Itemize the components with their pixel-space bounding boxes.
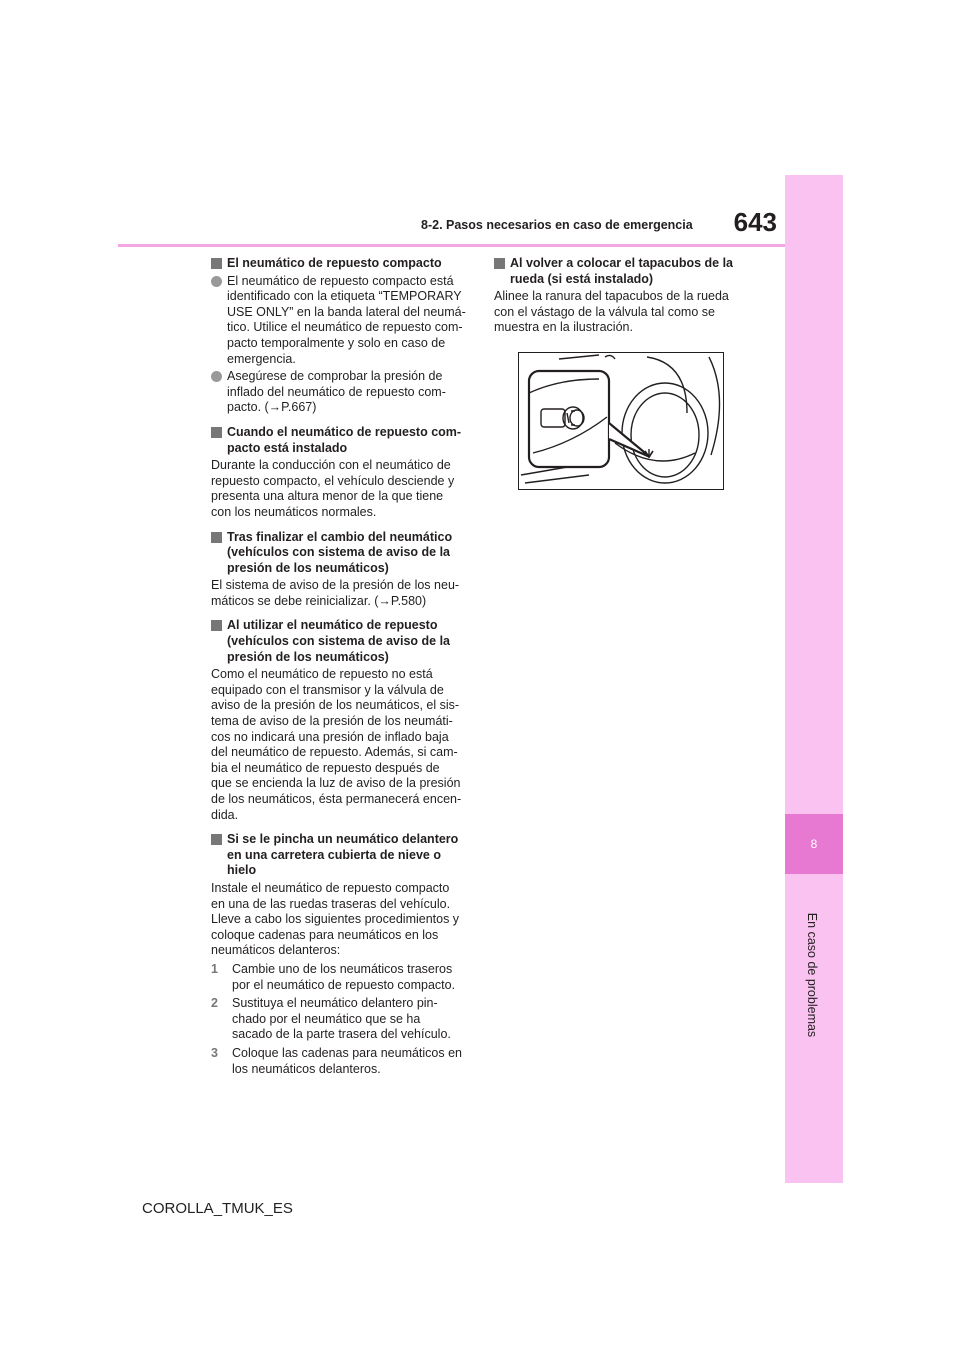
- bullet-item: Asegúrese de comprobar la presión de inflado del neumático de repuesto com- pacto. (→P.667): [211, 369, 469, 416]
- right-column: [494, 256, 736, 336]
- chapter-label: En caso de problemas: [805, 912, 819, 1038]
- square-bullet-icon: [211, 427, 222, 438]
- step-item: 1 Cambie uno de los neumáticos traseros por el neumático de repuesto compacto.: [211, 961, 456, 992]
- section-heading: Cuando el neumático de repuesto com- pacto está instalado: [211, 425, 469, 456]
- paragraph: Instale el neumático de repuesto compacto en una de las ruedas traseras del vehículo. Lleve a cabo los siguientes procedimientos y coloque cadenas para neumáticos en los neumáticos delanteros:: [211, 880, 460, 958]
- square-bullet-icon: [211, 834, 222, 845]
- square-bullet-icon: [211, 532, 222, 543]
- step-number: 2: [211, 996, 218, 1011]
- section-heading: Al volver a colocar el tapacubos de la rueda (si está instalado): [494, 256, 736, 287]
- left-column: [211, 256, 469, 1077]
- paragraph: El sistema de aviso de la presión de los neu- máticos se debe reinicializar. (→P.580): [211, 578, 460, 608]
- header-rule: [118, 244, 785, 247]
- document-code: COROLLA_TMUK_ES: [142, 1200, 293, 1217]
- step-number: 1: [211, 961, 218, 976]
- section-heading: Tras finalizar el cambio del neumático (vehículos con sistema de aviso de la presión de los neumáticos): [211, 530, 469, 577]
- section-title: 8-2. Pasos necesarios en caso de emergencia: [421, 218, 693, 232]
- section-heading: Al utilizar el neumático de repuesto (vehículos con sistema de aviso de la presión de los neumáticos): [211, 618, 469, 665]
- bullet-item: El neumático de repuesto compacto está identificado con la etiqueta “TEMPORARY USE ONLY” en la banda lateral del neumá- tico. Utilice el neumático de repuesto com- pacto temporalmente y solo en caso de emergencia.: [211, 274, 469, 368]
- valve-stem-diagram: [519, 353, 723, 489]
- square-bullet-icon: [211, 620, 222, 631]
- paragraph: Alinee la ranura del tapacubos de la rueda con el vástago de la válvula tal como se muestra en la ilustración.: [494, 289, 729, 335]
- wheel-cap-illustration: [518, 352, 724, 490]
- square-bullet-icon: [494, 258, 505, 269]
- square-bullet-icon: [211, 258, 222, 269]
- step-number: 3: [211, 1045, 218, 1060]
- step-item: 2 Sustituya el neumático delantero pin- chado por el neumático que se ha sacado de la parte trasera del vehículo.: [211, 996, 451, 1042]
- section-heading: Si se le pincha un neumático delantero en una carretera cubierta de nieve o hielo: [211, 832, 469, 879]
- chapter-number-tab[interactable]: 8: [785, 814, 843, 874]
- paragraph: Como el neumático de repuesto no está equipado con el transmisor y la válvula de aviso de la presión de los neumáticos, el sis- tema de aviso de la presión de los neumáti- cos no indicará una presión de inflado baja del neumático de repuesto. Además, si cam- bia el neumático de repuesto después de que se encienda la luz de aviso de la presión de los neumáticos, ésta permanecerá encen- dida.: [211, 667, 462, 822]
- step-item: 3 Coloque las cadenas para neumáticos en los neumáticos delanteros.: [211, 1045, 463, 1076]
- page-number: 643: [733, 207, 777, 237]
- section-heading: El neumático de repuesto compacto: [211, 256, 469, 272]
- circle-bullet-icon: [211, 276, 222, 287]
- circle-bullet-icon: [211, 371, 222, 382]
- paragraph: Durante la conducción con el neumático de repuesto compacto, el vehículo desciende y presenta una altura menor de la que tiene con los neumáticos normales.: [211, 458, 455, 519]
